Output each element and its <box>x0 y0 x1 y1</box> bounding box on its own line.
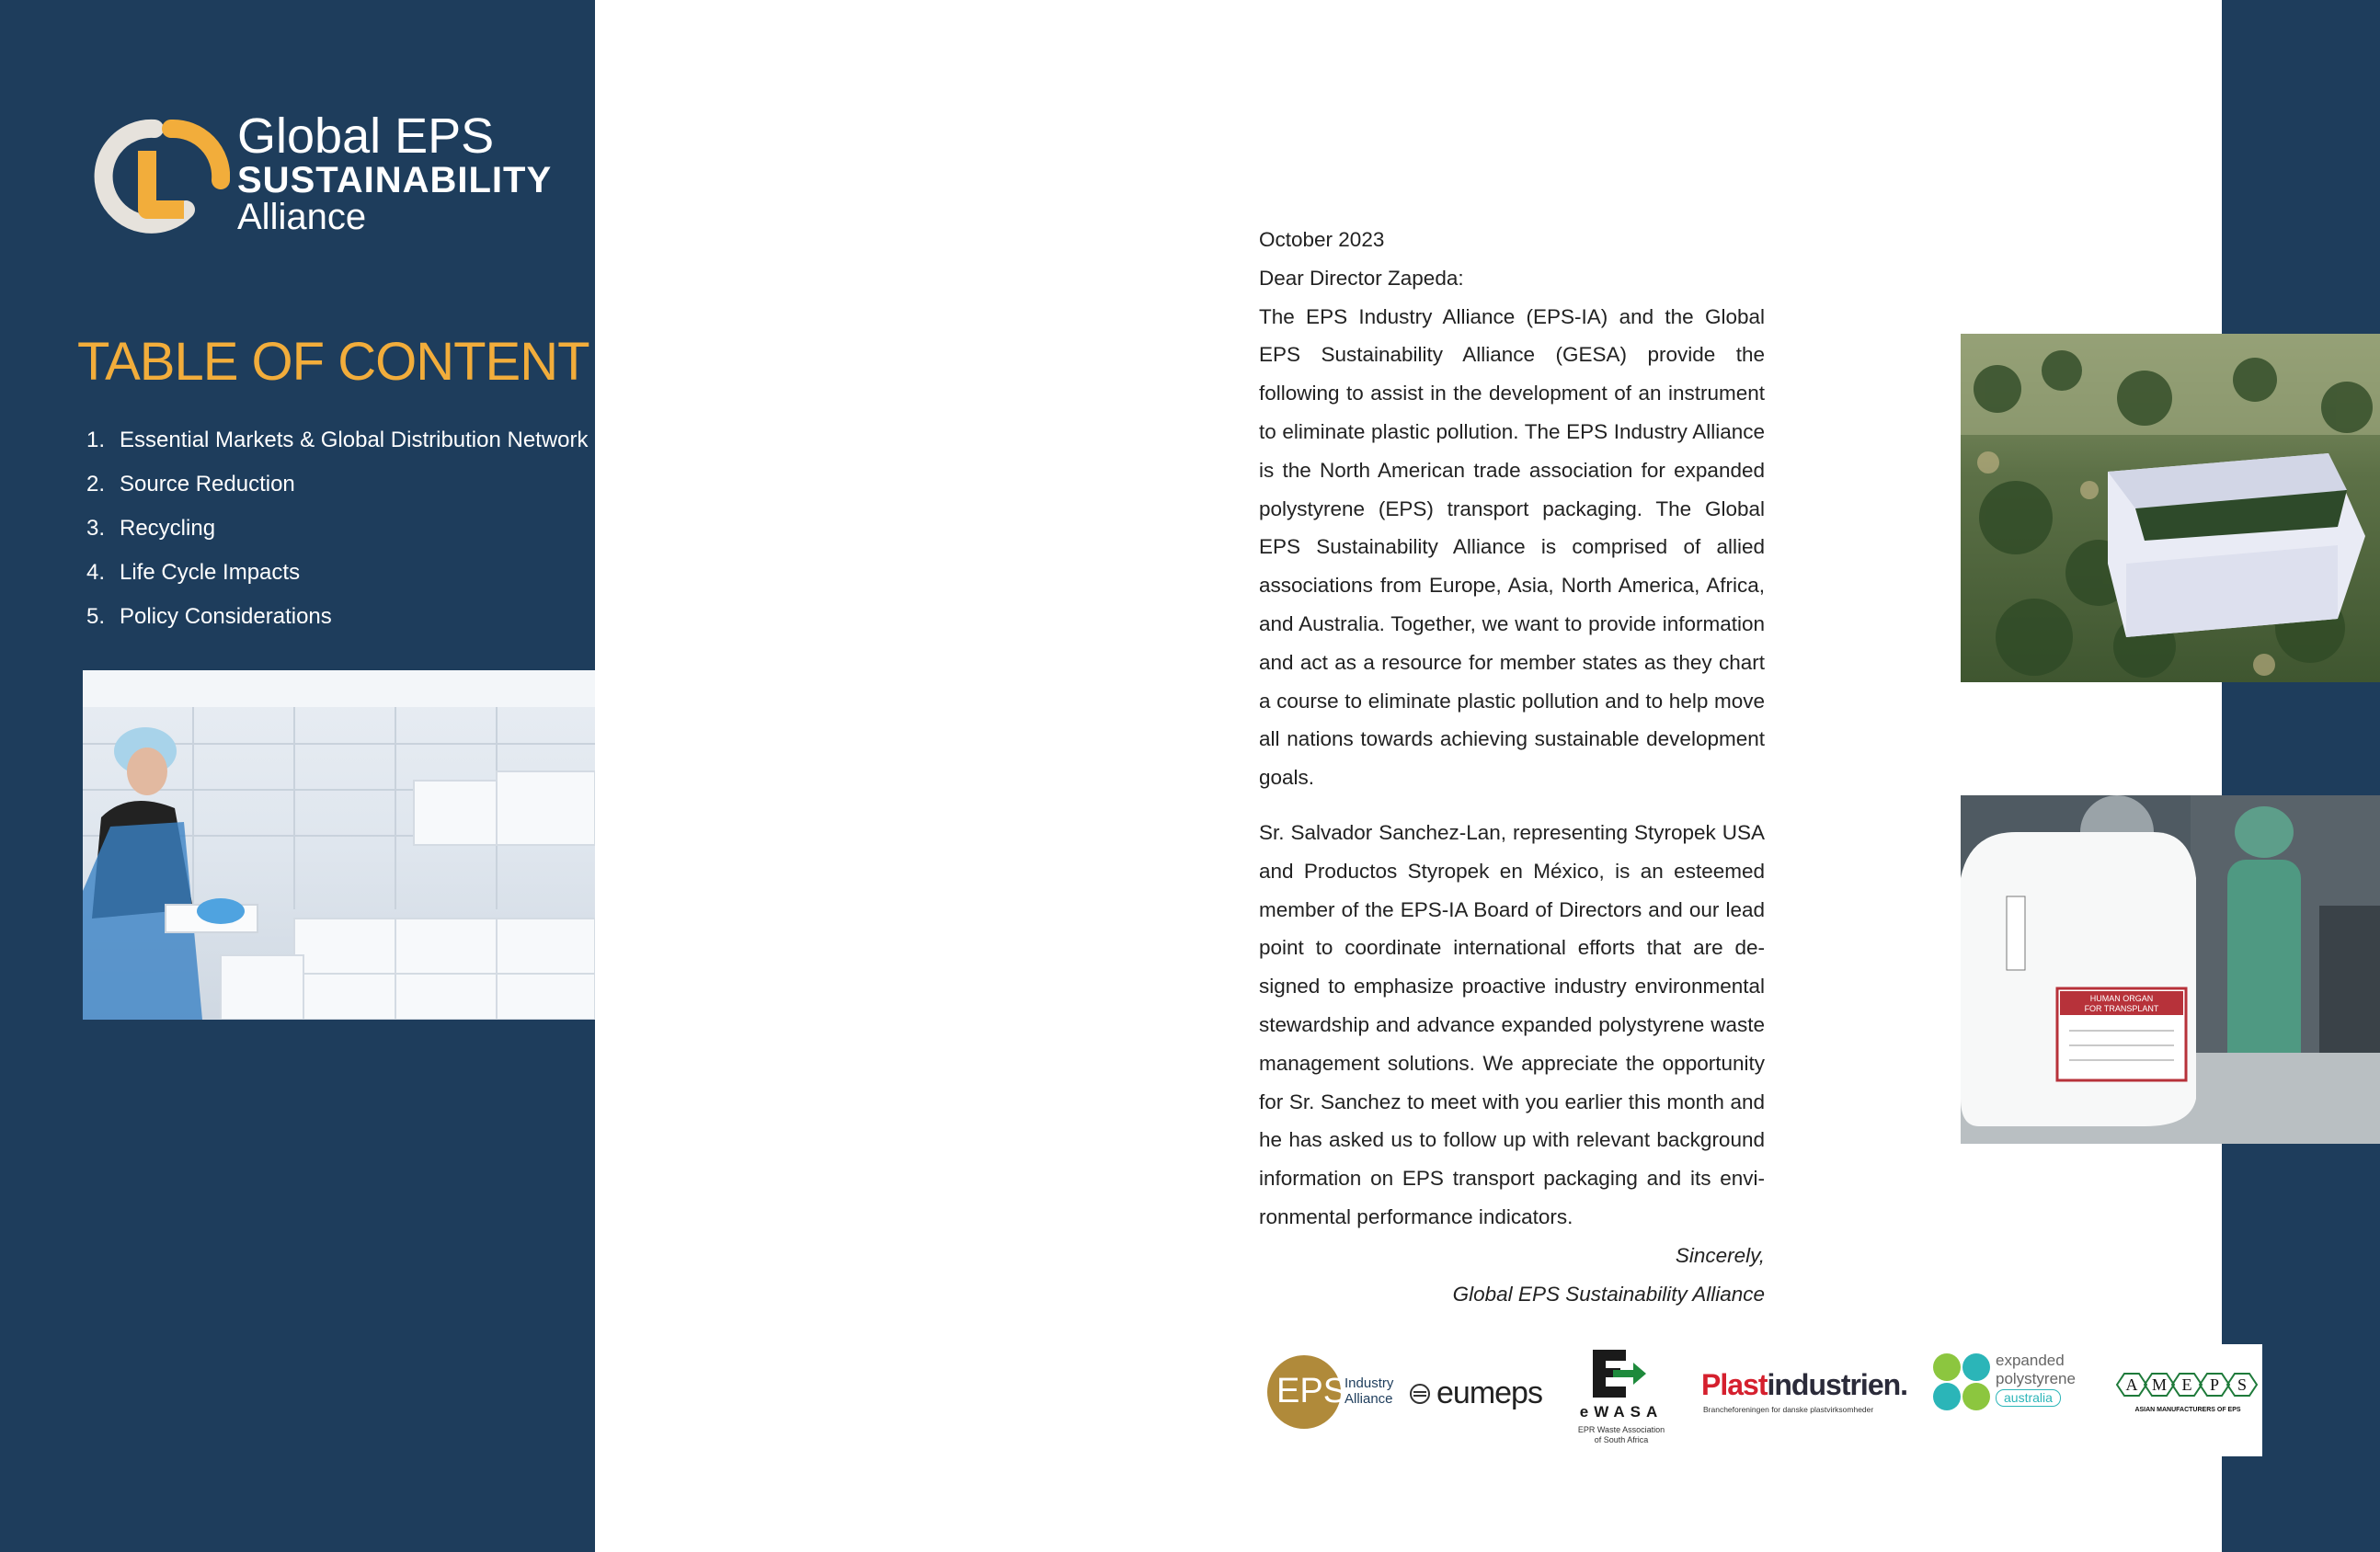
organ-label-line-1: HUMAN ORGAN <box>2089 994 2154 1003</box>
ewasa-sub-1: EPR Waste Association <box>1577 1425 1665 1434</box>
gesa-logo-text <box>237 110 552 235</box>
epa-clover-icon <box>1931 1352 1992 1412</box>
toc-item-label: Source Reduction <box>120 472 295 496</box>
produce-box-illustration <box>1961 334 2380 682</box>
letter-paragraph-2: Sr. Salvador Sanchez-Lan, representing Styropek USA and Productos Styropek en México, is an esteemed member of the EPS-IA Board of Directors and our lead point to coordinate international efforts that are designed to emphasize proactive industry environmental stewardship and advance expanded polystyrene waste management solutions. We appreciate the opportunity for Sr. Sanchez to meet with you earlier this month and he has asked us to follow up with relevant background information on EPS transport packaging and its environmental performance indicators. <box>1259 820 1765 1228</box>
ameps-letter: E <box>2181 1375 2192 1394</box>
letter-salutation: Dear Director Zapeda: <box>1259 266 1464 290</box>
ameps-sub-text: ASIAN MANUFACTURERS OF EPS <box>2134 1407 2241 1413</box>
toc-title: TABLE OF CONTENT <box>77 332 589 392</box>
eumeps-mark-icon <box>1409 1383 1431 1405</box>
factory-worker-photo <box>83 670 595 1020</box>
epa-line-1: expanded <box>1996 1352 2065 1369</box>
ameps-hex-icon <box>2113 1366 2262 1403</box>
toc-item-label: Life Cycle Impacts <box>120 560 301 585</box>
ewasa-mark-icon <box>1585 1346 1650 1401</box>
logo-line-1: Global EPS <box>237 108 495 164</box>
toc-item[interactable] <box>86 551 589 595</box>
toc-item-label: Policy Considerations <box>120 604 332 629</box>
ewasa-text: eWASA <box>1579 1403 1664 1421</box>
letter-signoff <box>1259 1237 1765 1314</box>
toc-item-label: Essential Markets & Global Distribution Network <box>120 428 589 452</box>
toc-item[interactable] <box>86 418 589 462</box>
epa-line-2: polystyrene <box>1996 1370 2076 1387</box>
factory-worker-illustration <box>83 670 595 1020</box>
toc-list <box>86 418 589 639</box>
toc-item-number: 3. <box>86 516 106 541</box>
ewasa-sub-2: of South Africa <box>1594 1435 1649 1444</box>
eps-ia-mark: EPS <box>1276 1372 1347 1410</box>
organ-transplant-photo <box>1961 795 2380 1144</box>
epa-line-3: australia <box>1996 1389 2061 1407</box>
produce-box-photo <box>1961 334 2380 682</box>
ameps-letter: P <box>2209 1375 2220 1394</box>
epa-logo <box>1931 1344 2106 1456</box>
gesa-logo-mark-icon <box>83 114 230 234</box>
toc-item-number: 1. <box>86 428 106 452</box>
organ-label-line-2: FOR TRANSPLANT <box>2084 1004 2159 1013</box>
gesa-logo <box>83 110 561 239</box>
letter-paragraph-1: The EPS Industry Alliance (EPS-IA) and the Global EPS Sustainability Alliance (GESA) provide the following to assist in the development of an instrument to eliminate plastic pollution. The EPS Industry Alliance is the North American trade association for expanded polystyrene (EPS) transport packaging. The Global EPS Sustainability Alliance is comprised of allied associations from Europe, Asia, North America, Africa, and Australia. Together, we want to provide information and act as a resource for member states as they chart a course to eliminate plastic pollution and to help move all nations towards achieving sustainable development goals. <box>1259 304 1765 790</box>
logo-line-2: SUSTAINABILITY <box>237 160 553 200</box>
ewasa-logo <box>1567 1344 1677 1456</box>
partner-logos <box>1260 1344 2262 1456</box>
organ-transplant-illustration <box>1961 795 2380 1144</box>
plast-red-text: Plast <box>1701 1368 1768 1401</box>
toc-item[interactable] <box>86 595 589 639</box>
letter-body <box>1259 221 1765 1237</box>
letter-closing: Sincerely, <box>1675 1244 1765 1267</box>
ameps-letter: S <box>2237 1375 2248 1394</box>
eps-ia-line-2: Alliance <box>1344 1391 1393 1407</box>
plast-sub-text: Brancheforeningen for danske plastvirksomheder <box>1703 1405 1874 1414</box>
eps-ia-logo <box>1267 1344 1405 1456</box>
ameps-letter: M <box>2151 1375 2168 1394</box>
plastindustrien-logo <box>1701 1344 1913 1456</box>
right-accent-strip <box>2222 0 2380 1552</box>
toc-item-number: 2. <box>86 472 106 496</box>
eps-ia-line-1: Industry <box>1344 1375 1394 1391</box>
ameps-logo <box>2113 1344 2262 1456</box>
eumeps-logo <box>1409 1344 1556 1456</box>
letter-signature: Global EPS Sustainability Alliance <box>1452 1283 1765 1306</box>
letter-date: October 2023 <box>1259 228 1385 251</box>
eumeps-text: eumeps <box>1436 1375 1542 1410</box>
toc-item[interactable] <box>86 507 589 551</box>
logo-line-3: Alliance <box>237 197 367 237</box>
toc-item[interactable] <box>86 462 589 507</box>
toc-item-label: Recycling <box>120 516 216 541</box>
toc-item-number: 5. <box>86 604 106 629</box>
toc-item-number: 4. <box>86 560 106 585</box>
ameps-letter: A <box>2125 1375 2138 1394</box>
plast-dark-text: industrien. <box>1767 1368 1908 1401</box>
